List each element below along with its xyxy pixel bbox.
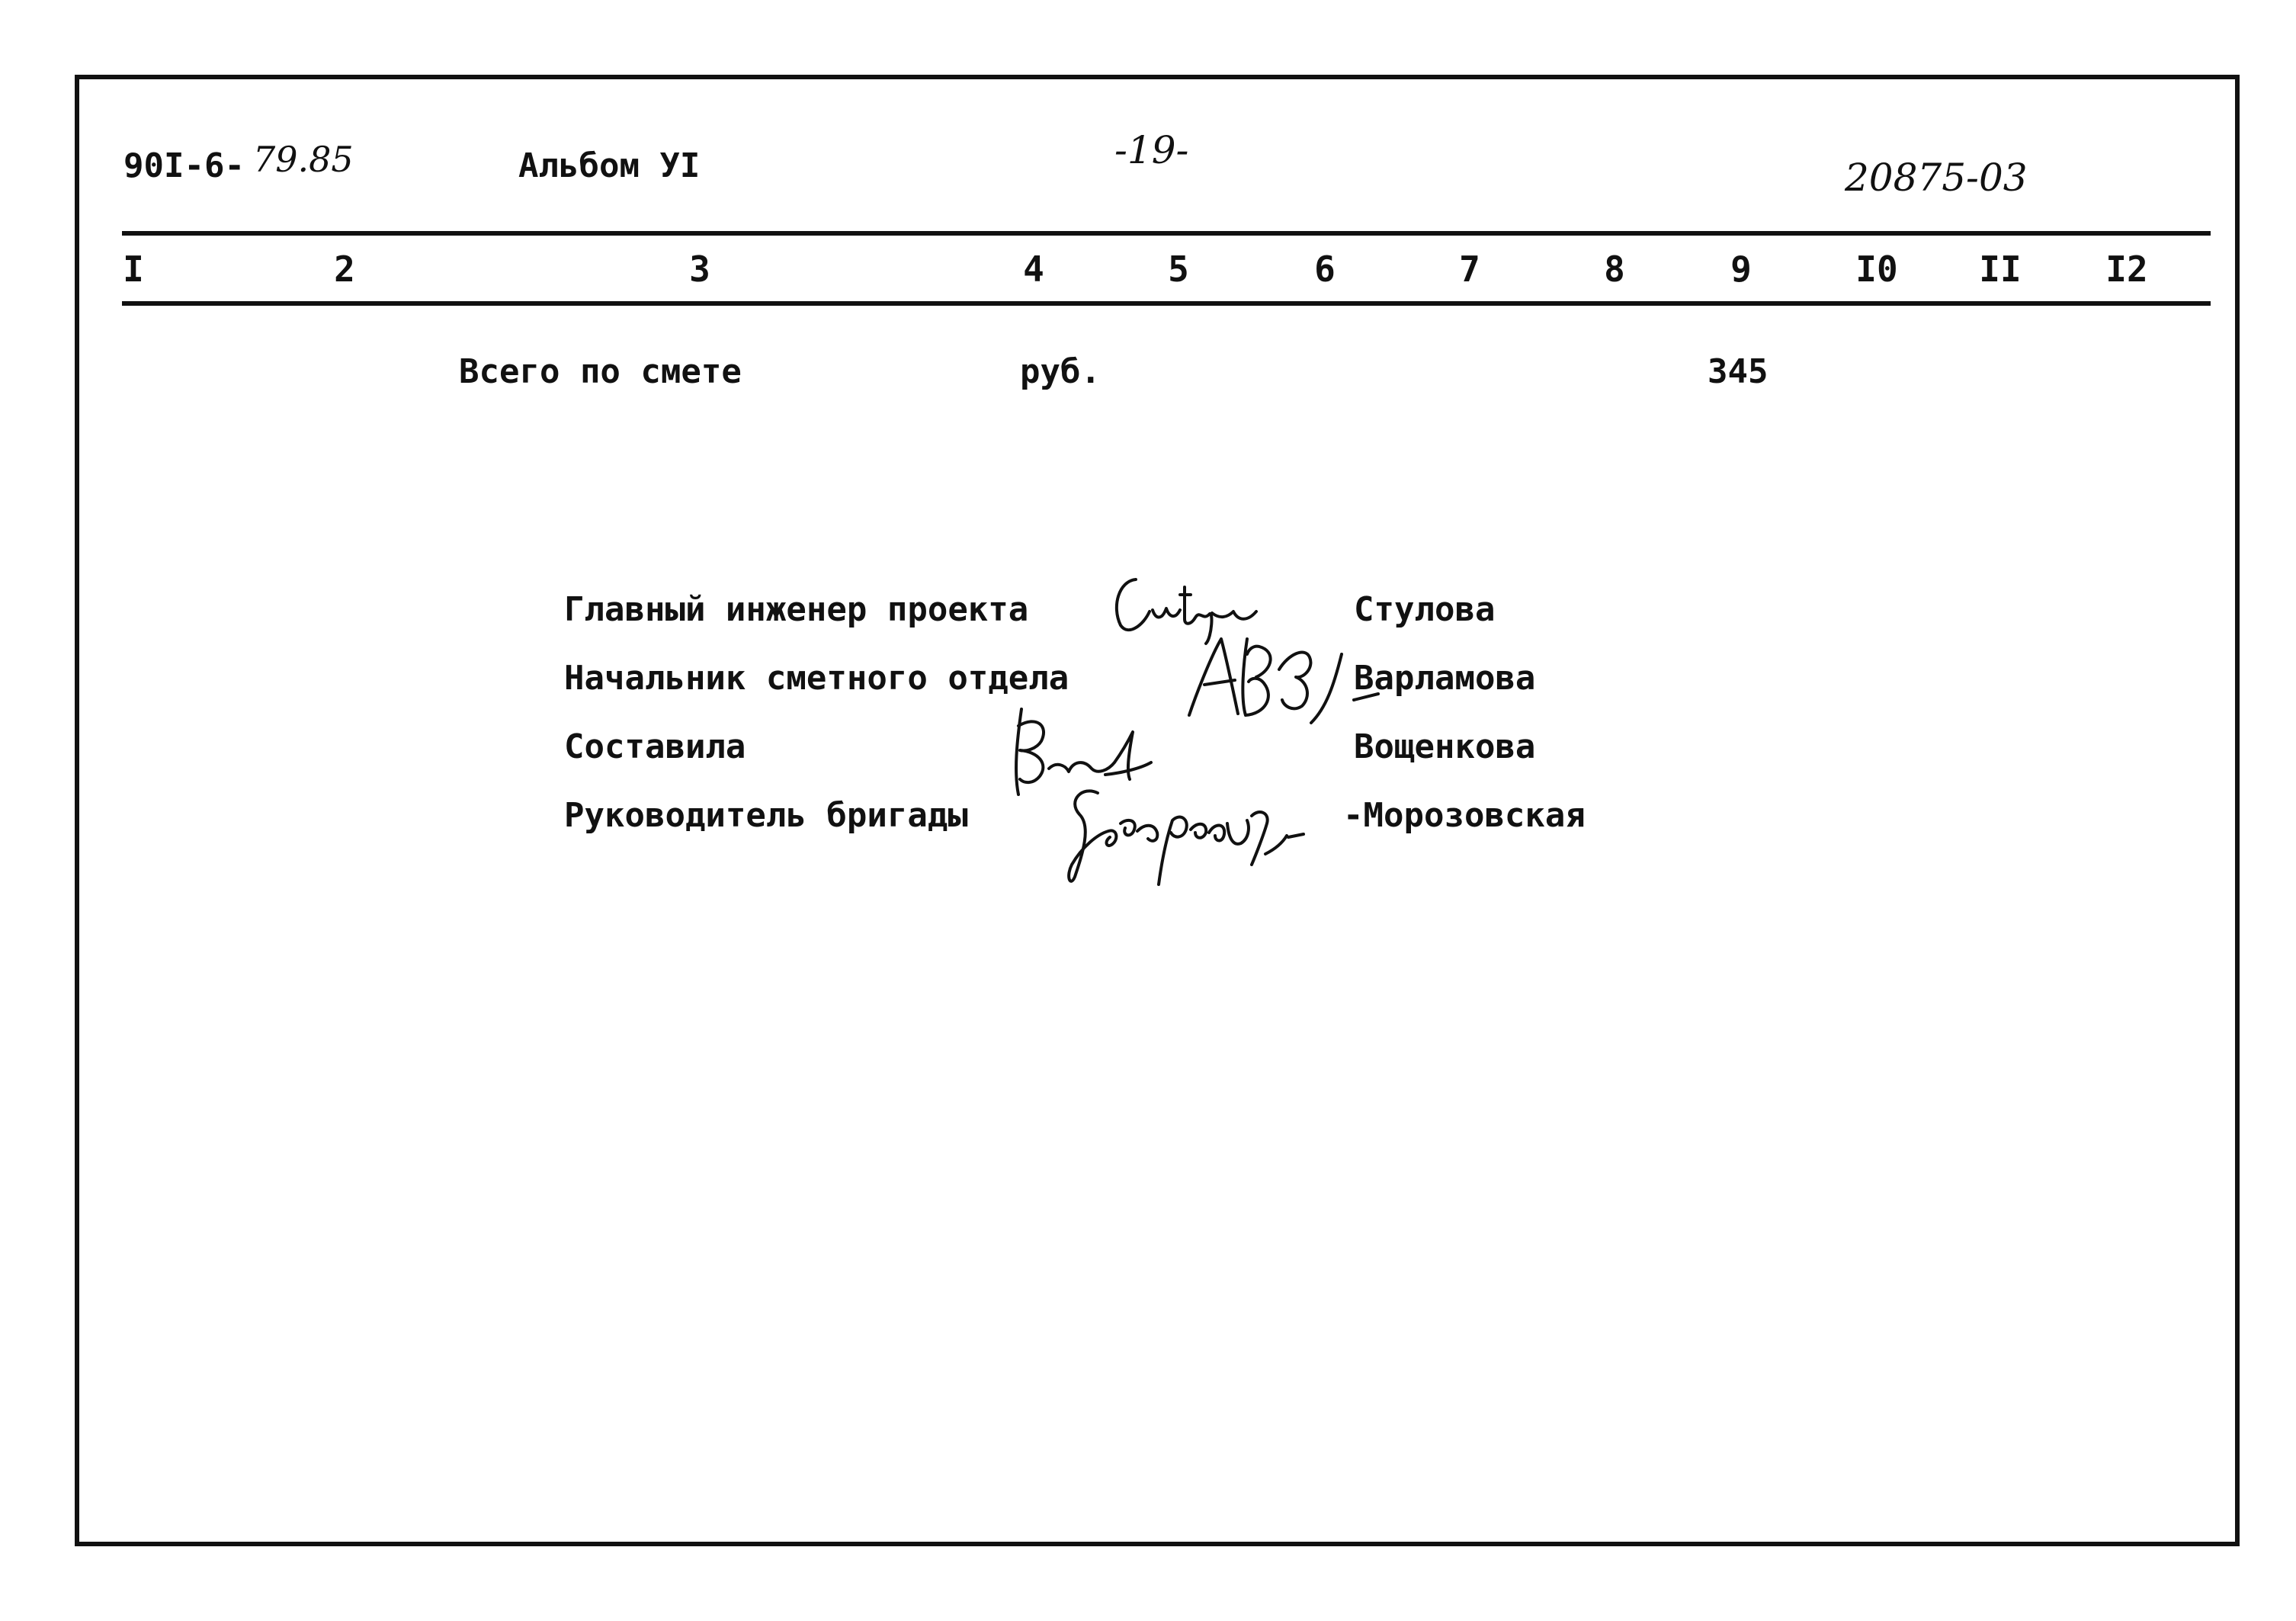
document-code: 90I-6-	[123, 146, 245, 185]
header-rule-bottom	[122, 301, 2211, 306]
header-rule-top	[122, 231, 2211, 236]
document-number: 20875-03	[1845, 156, 2028, 200]
signatory-position: Составила	[564, 727, 746, 766]
total-value: 345	[1708, 352, 1768, 391]
signature-varlamova	[1174, 624, 1403, 730]
column-number: 8	[1604, 249, 1625, 290]
document-code-handwritten: 79.85	[253, 139, 354, 180]
column-number: 4	[1023, 249, 1044, 290]
signatory-name: -Морозовская	[1343, 796, 1586, 835]
column-number: I	[123, 249, 144, 290]
signatory-position: Начальник сметного отдела	[564, 659, 1069, 698]
column-number: 5	[1168, 249, 1189, 290]
column-number: I2	[2105, 249, 2148, 290]
column-number: I0	[1855, 249, 1898, 290]
total-label: Всего по смете	[459, 352, 742, 391]
signatory-position: Главный инженер проекта	[564, 590, 1029, 629]
total-unit: руб.	[1020, 352, 1101, 391]
page-number: -19-	[1114, 128, 1189, 172]
column-number: II	[1979, 249, 2022, 290]
signatory-name: Стулова	[1354, 590, 1496, 629]
signatory-name: Вощенкова	[1354, 727, 1536, 766]
signature-morozovskaya	[1052, 770, 1357, 892]
column-number: 9	[1730, 249, 1752, 290]
column-number: 3	[689, 249, 710, 290]
column-number: 7	[1459, 249, 1480, 290]
column-number: 6	[1314, 249, 1336, 290]
column-number: 2	[334, 249, 355, 290]
album-label: Альбом УI	[518, 146, 701, 185]
signatory-name: Варламова	[1354, 659, 1536, 698]
signatory-position: Руководитель бригады	[564, 796, 968, 835]
